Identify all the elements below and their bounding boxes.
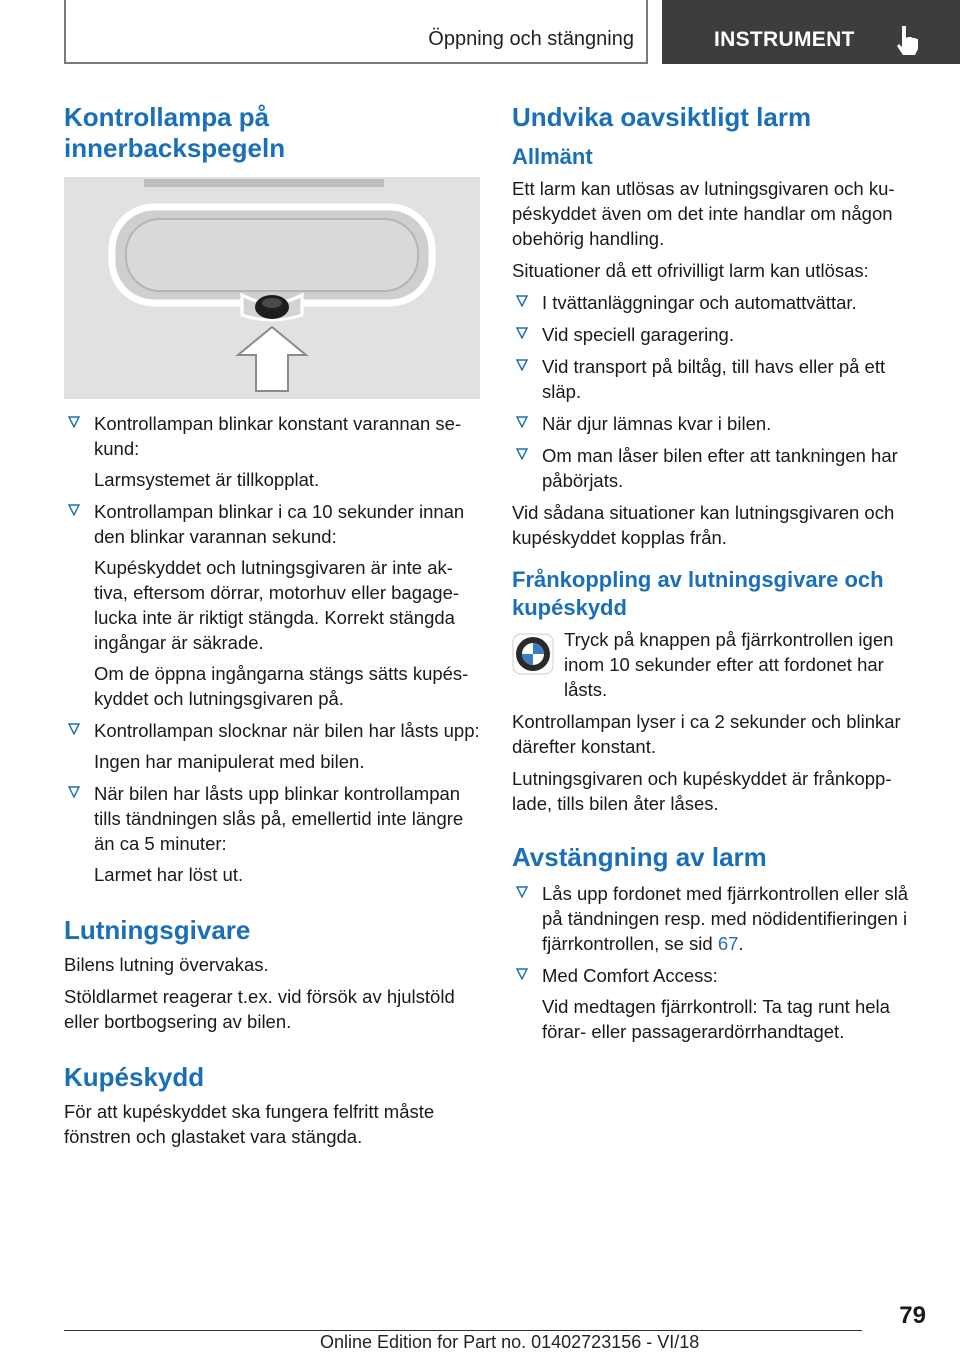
list-item: Med Comfort Access: Vid medtagen fjärrkontroll: Ta tag runt hela förar- eller passagerardörrhandtaget. xyxy=(512,963,926,1044)
general-text-1: Ett larm kan utlösas av lutningsgivaren och ku-péskyddet även om det inte handlar om någon obehörig handling. xyxy=(512,178,895,250)
list-item: Kontrollampan blinkar konstant varannan se-kund: Larmsystemet är tillkopplat. xyxy=(64,411,484,492)
heading-control-lamp: Kontrollampa på innerbackspegeln xyxy=(64,102,286,163)
list-item: Kontrollampan slocknar när bilen har låsts upp: Ingen har manipulerat med bilen. xyxy=(64,718,484,774)
rearview-mirror-illustration xyxy=(64,177,480,399)
triangle-bullet-icon xyxy=(516,416,528,428)
list-item: Om man låser bilen efter att tankningen har påbörjats. xyxy=(512,443,926,493)
deactivation-text-3: Lutningsgivaren och kupéskyddet är frånkopp-lade, tills bilen åter låses. xyxy=(512,768,892,815)
triangle-bullet-icon xyxy=(516,886,528,898)
heading-interior-protection: Kupéskydd xyxy=(64,1062,205,1093)
heading-avoid-false-alarm: Undvika oavsiktligt larm xyxy=(512,102,812,132)
chapter-tab-label: INSTRUMENT xyxy=(714,28,855,51)
footer-rule xyxy=(64,1330,862,1331)
general-text-3: Vid sådana situationer kan lutningsgivaren och kupéskyddet kopplas från. xyxy=(512,502,895,549)
list-item: När djur lämnas kvar i bilen. xyxy=(512,411,926,436)
triangle-bullet-icon xyxy=(68,504,80,516)
triangle-bullet-icon xyxy=(68,416,80,428)
chapter-tab[interactable] xyxy=(662,0,960,64)
tilt-text-1: Bilens lutning övervakas. xyxy=(64,954,269,976)
tilt-text-2: Stöldlarmet reagerar t.ex. vid försök av hjulstöld eller bortbogsering av bilen. xyxy=(64,986,455,1033)
list-item: Vid transport på biltåg, till havs eller på ett släp. xyxy=(512,354,926,404)
left-column xyxy=(64,102,484,1156)
triangle-bullet-icon xyxy=(68,786,80,798)
triangle-bullet-icon xyxy=(516,448,528,460)
triangle-bullet-icon xyxy=(516,968,528,980)
list-item: Vid speciell garagering. xyxy=(512,322,926,347)
triangle-bullet-icon xyxy=(516,359,528,371)
list-item: När bilen har låsts upp blinkar kontrollampan tills tändningen slås på, emellertid inte längre än ca 5 minuter: Larmet har löst ut. xyxy=(64,781,484,887)
list-item: Kontrollampan blinkar i ca 10 sekunder innan den blinkar varannan sekund: Kupéskyddet och lutningsgivaren är inte ak-tiva, eftersom dörrar, motorhuv eller bagage-lucka inte är riktigt stängda. Korrekt stängda ingångar är säkrade. Om de öppna ingångarna stängs sätts kupés-kyddet och lutningsgivaren på. xyxy=(64,499,484,711)
deactivation-instruction xyxy=(512,627,926,702)
list-item: I tvättanläggningar och automattvättar. xyxy=(512,290,926,315)
right-column xyxy=(512,102,926,1051)
header-rule-right xyxy=(646,0,648,64)
lamp-status-list xyxy=(64,411,484,887)
triangle-bullet-icon xyxy=(516,327,528,339)
list-item: Lås upp fordonet med fjärrkontrollen eller slå på tändningen resp. med nödidentifieringen i fjärrkontrollen, se sid 67. xyxy=(512,881,926,956)
pointing-hand-icon xyxy=(894,24,922,56)
deactivation-text-2: Kontrollampan lyser i ca 2 sekunder och blinkar därefter konstant. xyxy=(512,711,901,758)
bmw-key-icon xyxy=(512,633,554,675)
situation-list xyxy=(512,290,926,493)
header-rule-bottom xyxy=(64,62,648,64)
triangle-bullet-icon xyxy=(68,723,80,735)
subheading-general: Allmänt xyxy=(512,143,593,169)
triangle-bullet-icon xyxy=(516,295,528,307)
mirror-drawing xyxy=(64,177,480,399)
heading-alarm-off: Avstängning av larm xyxy=(512,842,767,873)
edition-note: Online Edition for Part no. 01402723156 - VI/18 xyxy=(320,1332,700,1352)
deactivation-text-1: Tryck på knappen på fjärrkontrollen igen inom 10 sekunder efter att fordonet har låsts. xyxy=(564,629,894,701)
page-link[interactable]: 67 xyxy=(717,932,739,954)
section-title: Öppning och stängning xyxy=(428,28,634,50)
interior-text-1: För att kupéskyddet ska fungera felfritt måste fönstren och glastaket vara stängda. xyxy=(64,1100,435,1147)
alarm-off-list xyxy=(512,881,926,1044)
subheading-deactivation: Frånkoppling av lutningsgivare och kupéskydd xyxy=(512,567,884,620)
page-number: 79 xyxy=(899,1302,926,1329)
heading-tilt-sensor: Lutningsgivare xyxy=(64,915,251,946)
general-text-2: Situationer då ett ofrivilligt larm kan utlösas: xyxy=(512,260,869,282)
